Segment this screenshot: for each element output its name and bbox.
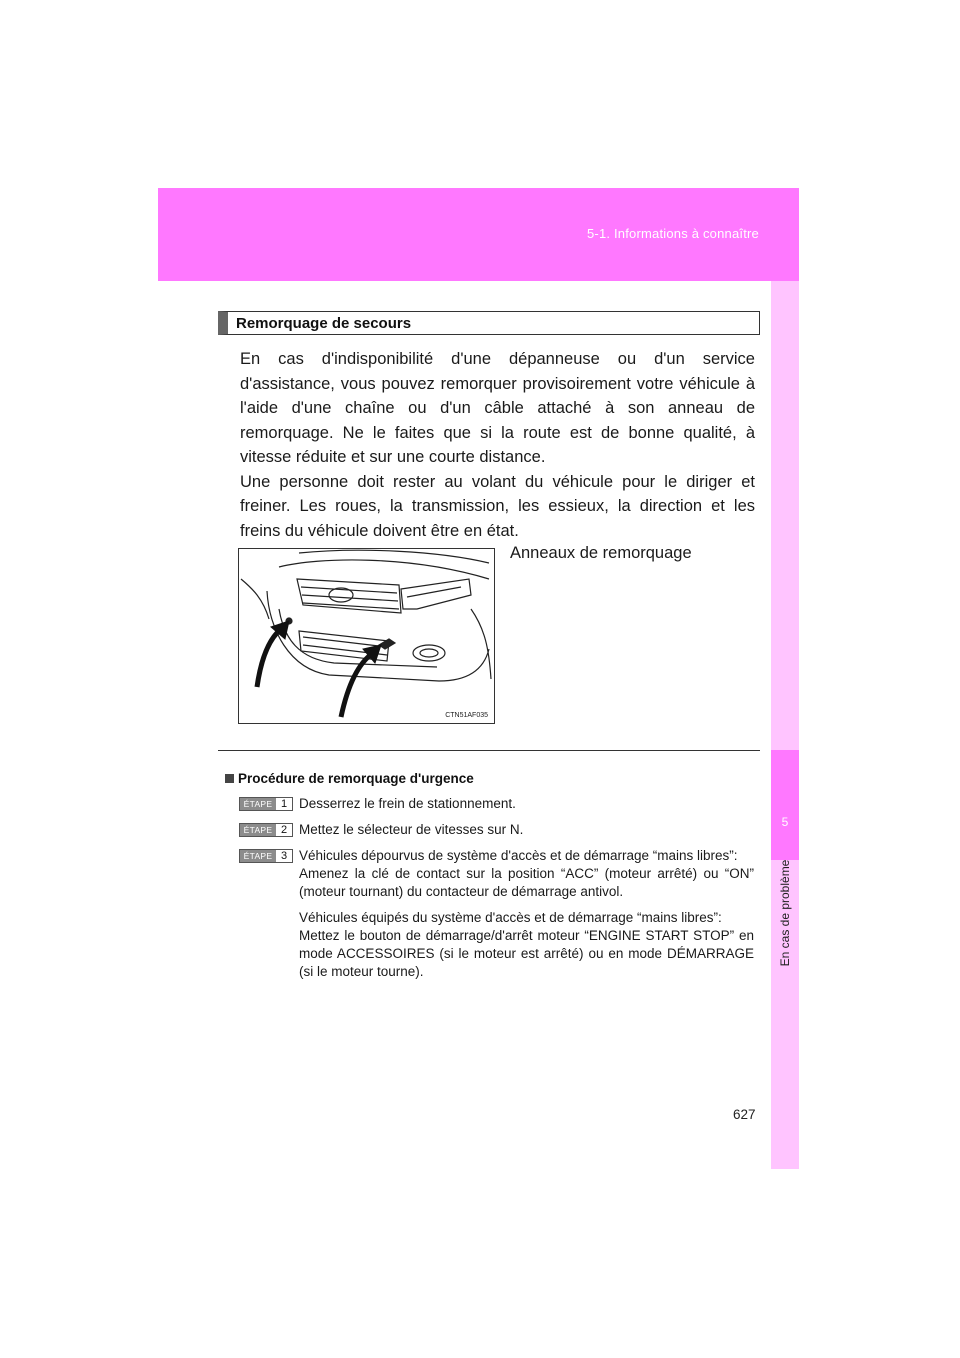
step-1-text: Desserrez le frein de stationnement. (299, 796, 516, 811)
step-number: 3 (276, 850, 292, 862)
car-front-illustration (239, 549, 494, 723)
towing-eyelet-figure (238, 548, 495, 724)
intro-text (240, 347, 755, 543)
chapter-number: 5 (781, 815, 789, 829)
step-3-text-b: Amenez la clé de contact sur la position “ACC” (moteur arrêté) ou “ON” (moteur tournant) du contacteur de démarrage antivol. (299, 866, 754, 899)
section-heading-bar (218, 311, 760, 335)
figure-callout: Anneaux de remorquage (510, 544, 692, 562)
step-word: ÉTAPE (240, 850, 276, 862)
procedure-heading (225, 771, 474, 786)
step-badge-1 (239, 797, 293, 811)
section-title: Remorquage de secours (236, 315, 412, 332)
page-number: 627 (733, 1107, 756, 1122)
step-word: ÉTAPE (240, 824, 276, 836)
bullet-square-icon (225, 774, 234, 783)
step-3-text (299, 847, 754, 981)
figure-code: CTN51AF035 (445, 712, 488, 719)
side-tab-background (771, 281, 799, 1169)
step-word: ÉTAPE (240, 798, 276, 810)
intro-paragraph-2: Une personne doit rester au volant du véhicule pour le diriger et freiner. Les roues, la transmission, les essieux, la direction et les freins du véhicule doivent être en état. (240, 472, 755, 540)
step-badge-2 (239, 823, 293, 837)
step-3-text-a: Véhicules dépourvus de système d'accès et de démarrage “mains libres”: (299, 848, 738, 863)
step-3-text-c: Véhicules équipés du système d'accès et de démarrage “mains libres”: (299, 910, 722, 925)
step-3-text-d: Mettez le bouton de démarrage/d'arrêt moteur “ENGINE START STOP” en mode ACCESSOIRES (si le moteur est arrêté) ou en mode DÉMARRAGE (si le moteur tourne). (299, 928, 754, 979)
procedure-heading-text: Procédure de remorquage d'urgence (238, 771, 474, 786)
step-number: 1 (276, 798, 292, 810)
chapter-label-container (771, 859, 799, 967)
step-number: 2 (276, 824, 292, 836)
header-band (158, 188, 799, 281)
step-2-text: Mettez le sélecteur de vitesses sur N. (299, 822, 524, 837)
side-tab-chapter-marker (771, 750, 799, 860)
intro-paragraph-1: En cas d'indisponibilité d'une dépanneuse ou d'un service d'assistance, vous pouvez remorquer provisoirement votre véhicule à l'aide d'une chaîne ou d'un câble attaché à son anneau de remorquage. Ne le faites que si la route est de bonne qualité, à vitesse réduite et sur une courte distance. (240, 350, 755, 466)
breadcrumb: 5-1. Informations à connaître (586, 226, 759, 241)
step-badge-3 (239, 849, 293, 863)
divider (218, 750, 760, 751)
chapter-label: En cas de problème (778, 859, 792, 967)
